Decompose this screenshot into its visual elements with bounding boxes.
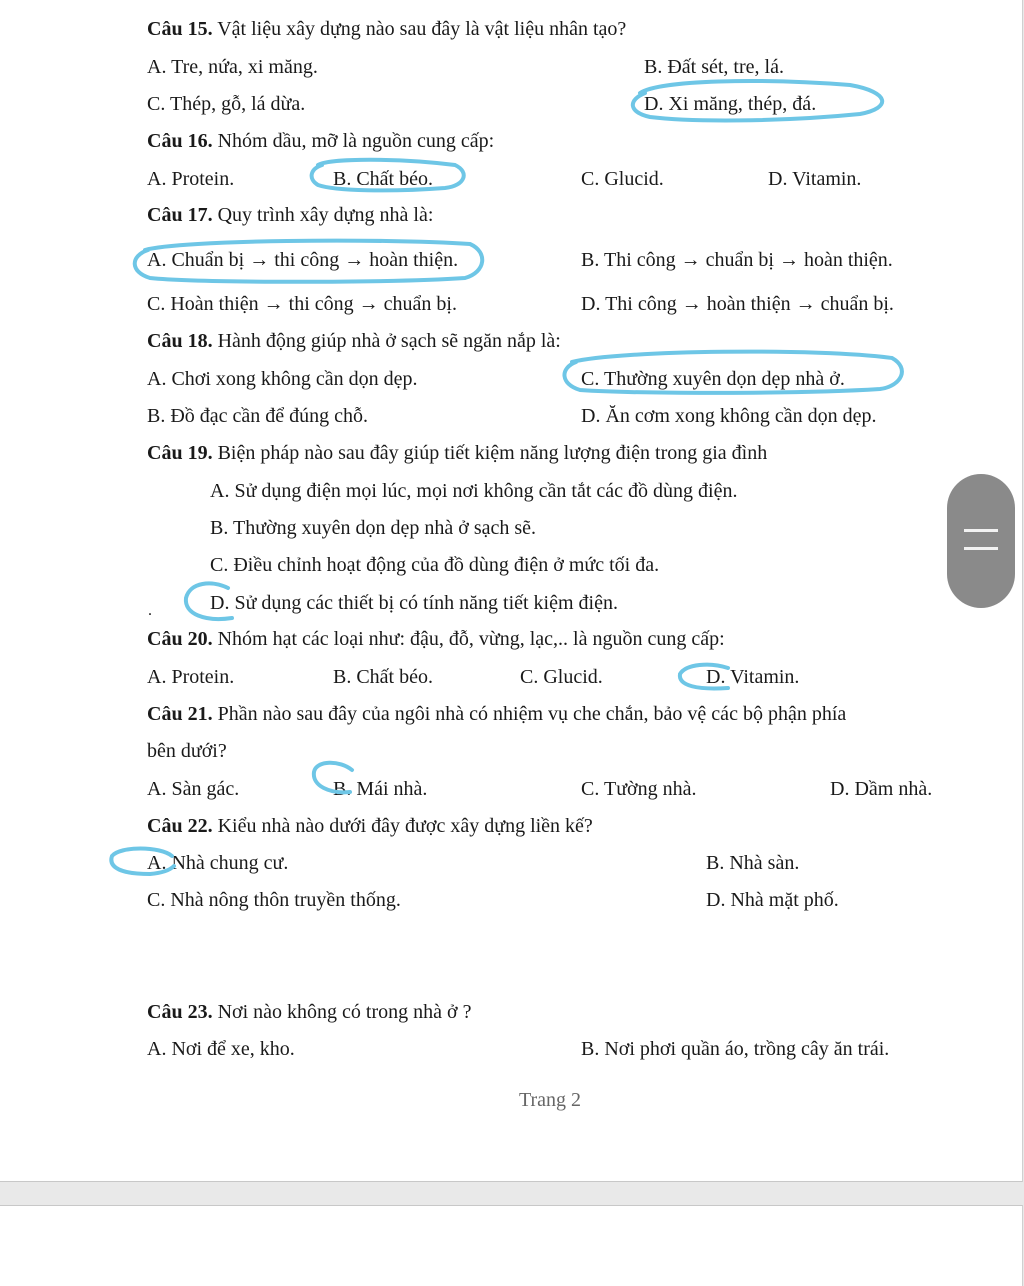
q17-option-b: B. Thi công → chuẩn bị → hoàn thiện. [581, 249, 893, 271]
q19-option-c: C. Điều chỉnh hoạt động của đồ dùng điện ở mức tối đa. [210, 554, 660, 576]
question-23: Câu 23. Nơi nào không có trong nhà ở ? [147, 1001, 472, 1023]
q15-option-b: B. Đất sét, tre, lá. [644, 56, 784, 78]
q18-option-a: A. Chơi xong không cần dọn dẹp. [147, 368, 418, 390]
scroll-drag-handle[interactable] [947, 474, 1015, 608]
q22-option-c: C. Nhà nông thôn truyền thống. [147, 889, 401, 911]
q21-option-c: C. Tường nhà. [581, 778, 697, 800]
q16-option-c: C. Glucid. [581, 168, 664, 190]
q20-option-b: B. Chất béo. [333, 666, 433, 688]
page-number: Trang 2 [519, 1089, 582, 1111]
q16-option-b: B. Chất béo. [333, 168, 433, 190]
q17-option-a: A. Chuẩn bị → thi công → hoàn thiện. [147, 249, 459, 271]
q16-option-a: A. Protein. [147, 168, 235, 190]
q15-option-d: D. Xi măng, thép, đá. [644, 93, 817, 115]
next-page [0, 1205, 1023, 1286]
question-15: Câu 15. Vật liệu xây dựng nào sau đây là vật liệu nhân tạo? [147, 18, 627, 40]
q18-option-d: D. Ăn cơm xong không cần dọn dẹp. [581, 405, 877, 427]
q21-option-b: B. Mái nhà. [333, 778, 428, 800]
q22-option-d: D. Nhà mặt phố. [706, 889, 839, 911]
question-19: Câu 19. Biện pháp nào sau đây giúp tiết kiệm năng lượng điện trong gia đình [147, 442, 768, 464]
q22-option-b: B. Nhà sàn. [706, 852, 800, 874]
question-21: Câu 21. Phần nào sau đây của ngôi nhà có nhiệm vụ che chắn, bảo vệ các bộ phận phía [147, 703, 847, 725]
q21-option-d: D. Dầm nhà. [830, 778, 933, 800]
q17-option-c: C. Hoàn thiện → thi công → chuẩn bị. [147, 293, 457, 315]
q21-option-a: A. Sàn gác. [147, 778, 240, 800]
q16-option-d: D. Vitamin. [768, 168, 862, 190]
q15-option-c: C. Thép, gỗ, lá dừa. [147, 93, 306, 115]
q23-option-a: A. Nơi để xe, kho. [147, 1038, 295, 1060]
question-22: Câu 22. Kiểu nhà nào dưới đây được xây dựng liền kế? [147, 815, 593, 837]
q19-option-d: D. Sử dụng các thiết bị có tính năng tiết kiệm điện. [210, 592, 618, 614]
q19-option-b: B. Thường xuyên dọn dẹp nhà ở sạch sẽ. [210, 517, 537, 539]
question-20: Câu 20. Nhóm hạt các loại như: đậu, đỗ, vừng, lạc,.. là nguồn cung cấp: [147, 628, 725, 650]
q19-option-a: A. Sử dụng điện mọi lúc, mọi nơi không cần tắt các đồ dùng điện. [210, 480, 738, 502]
q20-option-d: D. Vitamin. [706, 666, 800, 688]
question-16: Câu 16. Nhóm dầu, mỡ là nguồn cung cấp: [147, 130, 495, 152]
q18-option-b: B. Đồ đạc cần để đúng chỗ. [147, 405, 369, 427]
q20-option-c: C. Glucid. [520, 666, 603, 688]
question-21-cont: bên dưới? [147, 740, 227, 762]
stray-dot: . [148, 602, 152, 619]
q23-option-b: B. Nơi phơi quần áo, trồng cây ăn trái. [581, 1038, 890, 1060]
q20-option-a: A. Protein. [147, 666, 235, 688]
q17-option-d: D. Thi công → hoàn thiện → chuẩn bị. [581, 293, 894, 315]
q18-option-c: C. Thường xuyên dọn dẹp nhà ở. [581, 368, 845, 390]
q15-option-a: A. Tre, nứa, xi măng. [147, 56, 318, 78]
question-18: Câu 18. Hành động giúp nhà ở sạch sẽ ngăn nắp là: [147, 330, 561, 352]
question-17: Câu 17. Quy trình xây dựng nhà là: [147, 204, 434, 226]
q22-option-a: A. Nhà chung cư. [147, 852, 289, 874]
